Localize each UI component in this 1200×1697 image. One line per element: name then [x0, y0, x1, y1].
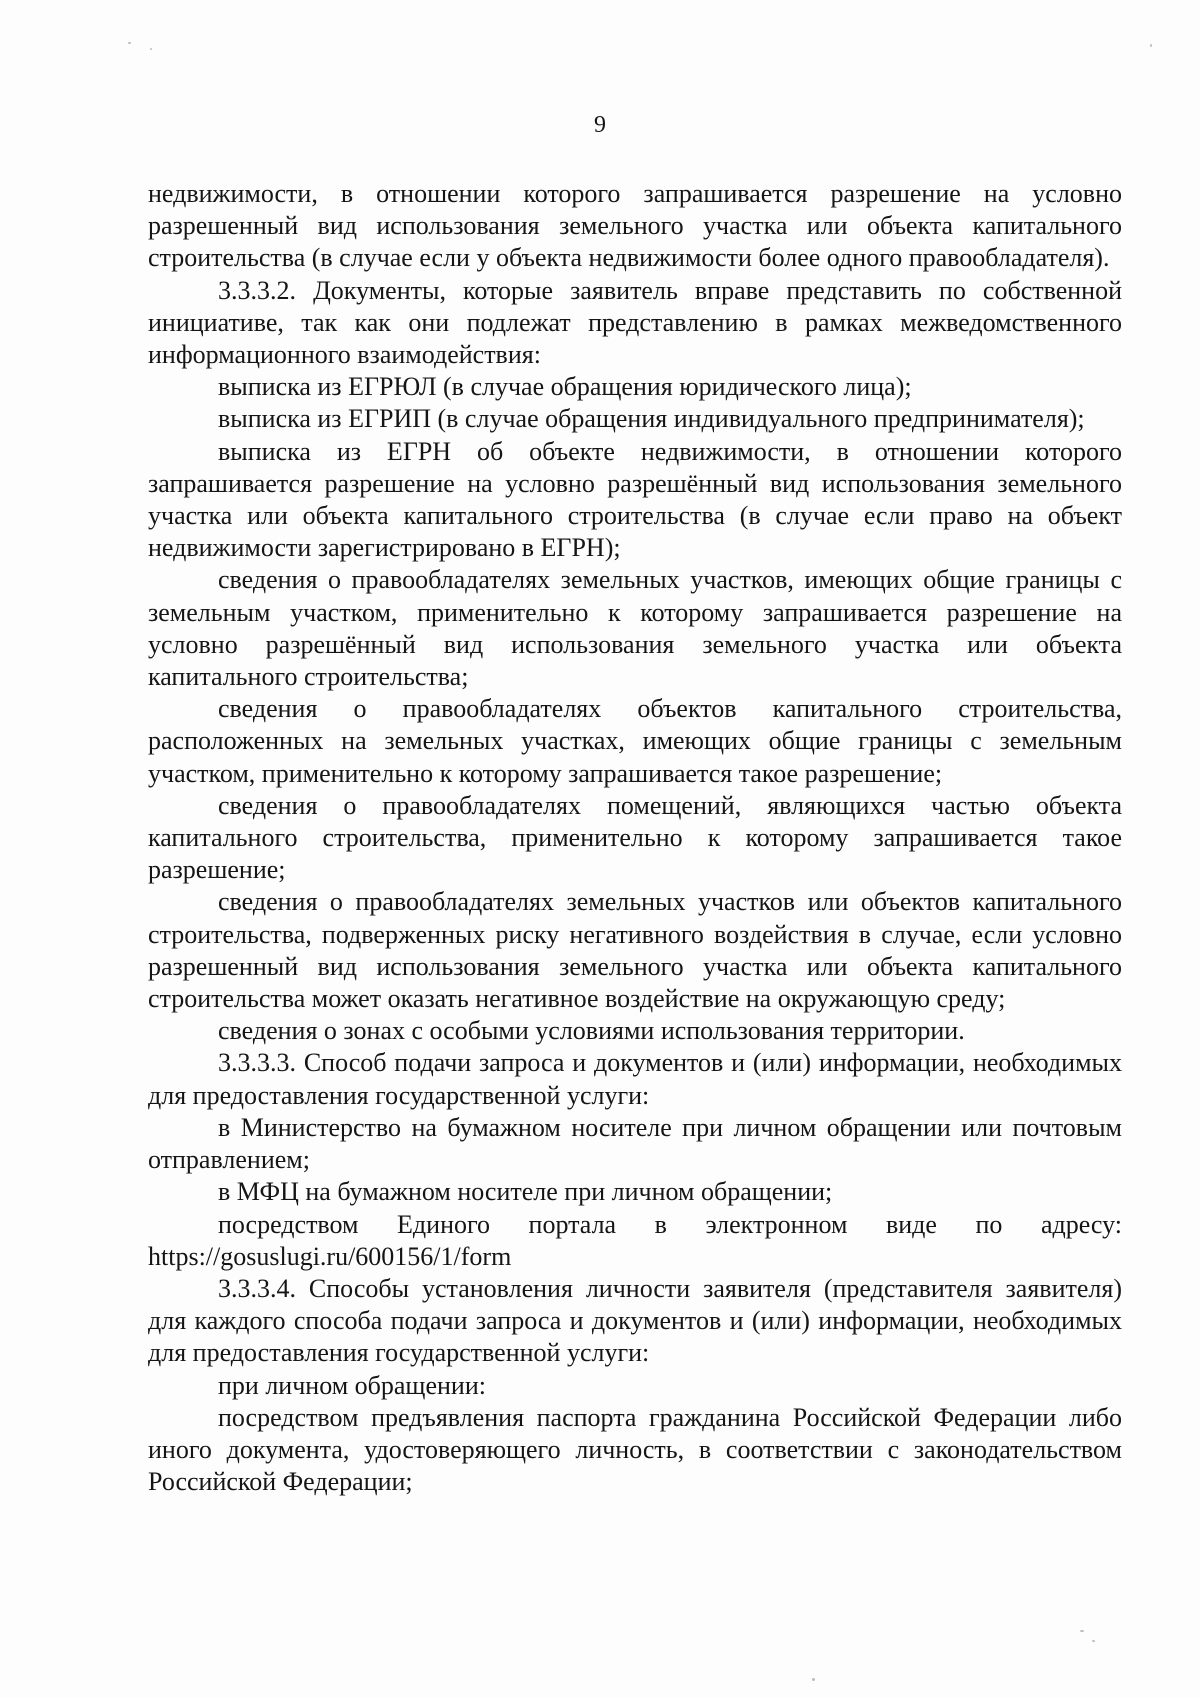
paragraph: в МФЦ на бумажном носителе при личном обращении;	[218, 1177, 833, 1207]
paragraph: выписка из ЕГРН об объекте недвижимости, в отношении которого запрашивается разрешение на условно разрешённый вид использования земельного участка или объекта капитального строительства (в случае если право на объект недвижимости зарегистрировано в ЕГРН);	[148, 436, 1122, 563]
paragraph: при личном обращении:	[218, 1370, 486, 1400]
scan-speck	[1150, 44, 1152, 47]
paragraph: посредством предъявления паспорта гражданина Российской Федерации либо иного документа, удостоверяющего личность, в соответствии с законодательством Российской Федерации;	[148, 1402, 1122, 1497]
paragraph: сведения о правообладателях помещений, являющихся частью объекта капитального строительства, применительно к которому запрашивается такое разрешение;	[148, 790, 1122, 885]
scan-speck	[150, 48, 152, 50]
paragraph: выписка из ЕГРЮЛ (в случае обращения юридического лица);	[218, 372, 912, 402]
paragraph: сведения о правообладателях объектов капитального строительства, расположенных на земельных участках, имеющих общие границы с земельным участком, применительно к которому запрашивается такое разрешение;	[148, 694, 1122, 788]
paragraph: 3.3.3.2. Документы, которые заявитель вправе представить по собственной инициативе, так как они подлежат представлению в рамках межведомственного информационного взаимодействия:	[148, 275, 1122, 370]
paragraph: в Министерство на бумажном носителе при личном обращении или почтовым отправлением;	[148, 1112, 1122, 1175]
scan-speck	[1080, 1630, 1084, 1632]
paragraph: 3.3.3.3. Способ подачи запроса и документов и (или) информации, необходимых для предоставления государственной услуги:	[148, 1048, 1122, 1110]
page-number: 9	[594, 112, 606, 138]
paragraph: недвижимости, в отношении которого запрашивается разрешение на условно разрешенный вид использования земельного участка или объекта капитального строительства (в случае если у объекта недвижимости более одного правообладателя).	[148, 179, 1122, 273]
scan-speck	[1092, 1640, 1095, 1642]
scan-speck	[128, 42, 131, 44]
paragraph: 3.3.3.4. Способы установления личности заявителя (представителя заявителя) для каждого способа подачи запроса и документов и (или) информации, необходимых для предоставления государственной услуги:	[148, 1273, 1122, 1368]
paragraph: сведения о правообладателях земельных участков, имеющих общие границы с земельным участком, применительно к которому запрашивается разрешение на условно разрешённый вид использования земельного участка или объекта капитального строительства;	[148, 565, 1122, 692]
paragraph: сведения о правообладателях земельных участков или объектов капитального строительства, подверженных риску негативного воздействия в случае, если условно разрешенный вид использования земельного участка или объекта капитального строительства может оказать негативное воздействие на окружающую среду;	[148, 887, 1122, 1014]
document-body	[148, 178, 1122, 1498]
paragraph: выписка из ЕГРИП (в случае обращения индивидуального предпринимателя);	[218, 404, 1085, 434]
scan-speck	[812, 1678, 815, 1681]
paragraph: сведения о зонах с особыми условиями использования территории.	[218, 1016, 965, 1046]
paragraph: посредством Единого портала в электронном виде по адресу: https://gosuslugi.ru/600156/1/form	[148, 1209, 1122, 1271]
